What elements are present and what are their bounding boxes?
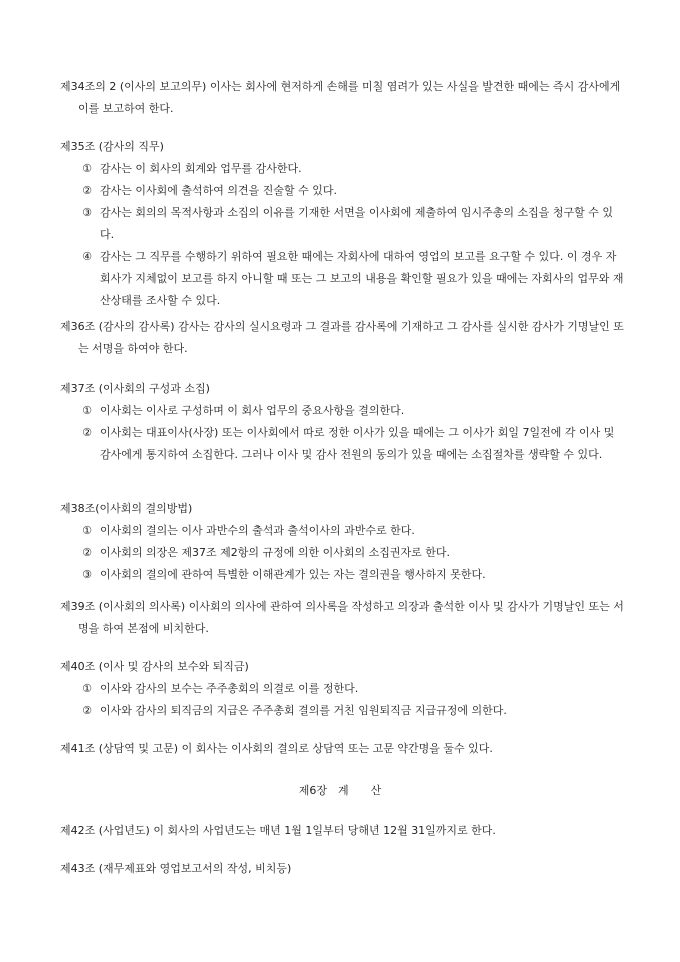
article-39: [60, 596, 626, 640]
item-text: 이사와 감사의 퇴직금의 지급은 주주총회 결의를 거친 임원퇴직금 지급규정에 의한다.: [100, 704, 507, 717]
item-text: 감사는 이사회에 출석하여 의견을 진술할 수 있다.: [100, 184, 337, 197]
article-34-2-text: 제34조의 2 (이사의 보고의무) 이사는 회사에 현저하게 손해를 미칠 염려가 있는 사실을 발견한 때에는 즉시 감사에게 이를 보고하여 한다.: [60, 80, 621, 115]
article-36-text: 제36조 (감사의 감사록) 감사는 감사의 실시요령과 그 결과를 감사록에 기재하고 그 감사를 실시한 감사가 기명날인 또는 서명을 하여야 한다.: [60, 320, 624, 355]
item-text: 이사회는 이사로 구성하며 이 회사 업무의 중요사항을 결의한다.: [100, 404, 405, 417]
item-text: 감사는 이 회사의 회계와 업무를 감사한다.: [100, 162, 302, 175]
article-38-title: 제38조(이사회의 결의방법): [60, 502, 193, 515]
item-text: 이사회의 결의에 관하여 특별한 이해관계가 있는 자는 결의권을 행사하지 못한다.: [100, 568, 486, 581]
item-number: ③: [82, 206, 92, 219]
item-text: 감사는 그 직무를 수행하기 위하여 필요한 때에는 자회사에 대하여 영업의 보고를 요구할 수 있다. 이 경우 자회사가 지체없이 보고를 하지 아니할 때 또는 그 보고의 내용을 확인할 필요가 있을 때에는 자회사의 업무와 재산상태를 조사할 수 있다.: [100, 250, 624, 307]
list-item: [60, 180, 626, 202]
article-38: [60, 498, 626, 586]
item-number: ③: [82, 568, 92, 581]
article-41: [60, 738, 626, 760]
article-40-title: 제40조 (이사 및 감사의 보수와 퇴직금): [60, 660, 249, 673]
article-42: [60, 820, 626, 842]
item-number: ②: [82, 184, 92, 197]
article-36: [60, 316, 626, 360]
article-41-text: 제41조 (상담역 및 고문) 이 회사는 이사회의 결의로 상담역 또는 고문 약간명을 둘수 있다.: [60, 742, 493, 755]
article-37-title: 제37조 (이사회의 구성과 소집): [60, 382, 210, 395]
article-35-items: [60, 158, 626, 312]
list-item: [60, 202, 626, 246]
article-35-title: 제35조 (감사의 직무): [60, 140, 164, 153]
article-43: [60, 858, 626, 880]
article-40-items: [60, 678, 626, 722]
chapter-heading: 제6장 계 산: [298, 784, 382, 797]
item-text: 이사회의 의장은 제37조 제2항의 규정에 의한 이사회의 소집권자로 한다.: [100, 546, 450, 559]
item-number: ①: [82, 682, 92, 695]
article-42-text: 제42조 (사업년도) 이 회사의 사업년도는 매년 1월 1일부터 당해년 12월 31일까지로 한다.: [60, 824, 496, 837]
item-number: ②: [82, 546, 92, 559]
item-number: ①: [82, 404, 92, 417]
list-item: [60, 422, 626, 466]
article-38-items: [60, 520, 626, 586]
item-number: ②: [82, 426, 92, 439]
list-item: [60, 700, 626, 722]
article-35: [60, 136, 626, 312]
list-item: [60, 564, 626, 586]
item-number: ④: [82, 250, 92, 263]
item-text: 이사회의 결의는 이사 과반수의 출석과 출석이사의 과반수로 한다.: [100, 524, 415, 537]
list-item: [60, 400, 626, 422]
item-number: ①: [82, 524, 92, 537]
article-40: [60, 656, 626, 722]
article-34-2: [60, 76, 626, 120]
article-43-title: 제43조 (재무제표와 영업보고서의 작성, 비치등): [60, 862, 292, 875]
item-text: 이사회는 대표이사(사장) 또는 이사회에서 따로 정한 이사가 있을 때에는 그 이사가 회일 7일전에 각 이사 및 감사에게 통지하여 소집한다. 그러나 이사 및 감사 전원의 동의가 있을 때에는 소집절차를 생략할 수 있다.: [100, 426, 615, 461]
article-39-text: 제39조 (이사회의 의사록) 이사회의 의사에 관하여 의사록을 작성하고 의장과 출석한 이사 및 감사가 기명날인 또는 서명을 하여 본점에 비치한다.: [60, 600, 624, 635]
list-item: [60, 678, 626, 700]
item-text: 이사와 감사의 보수는 주주총회의 의결로 이를 정한다.: [100, 682, 359, 695]
list-item: [60, 158, 626, 180]
list-item: [60, 246, 626, 312]
item-number: ②: [82, 704, 92, 717]
item-text: 감사는 회의의 목적사항과 소집의 이유를 기재한 서면을 이사회에 제출하여 임시주총의 소집을 청구할 수 있다.: [100, 206, 613, 241]
list-item: [60, 542, 626, 564]
article-37-items: [60, 400, 626, 466]
list-item: [60, 520, 626, 542]
article-37: [60, 378, 626, 466]
item-number: ①: [82, 162, 92, 175]
